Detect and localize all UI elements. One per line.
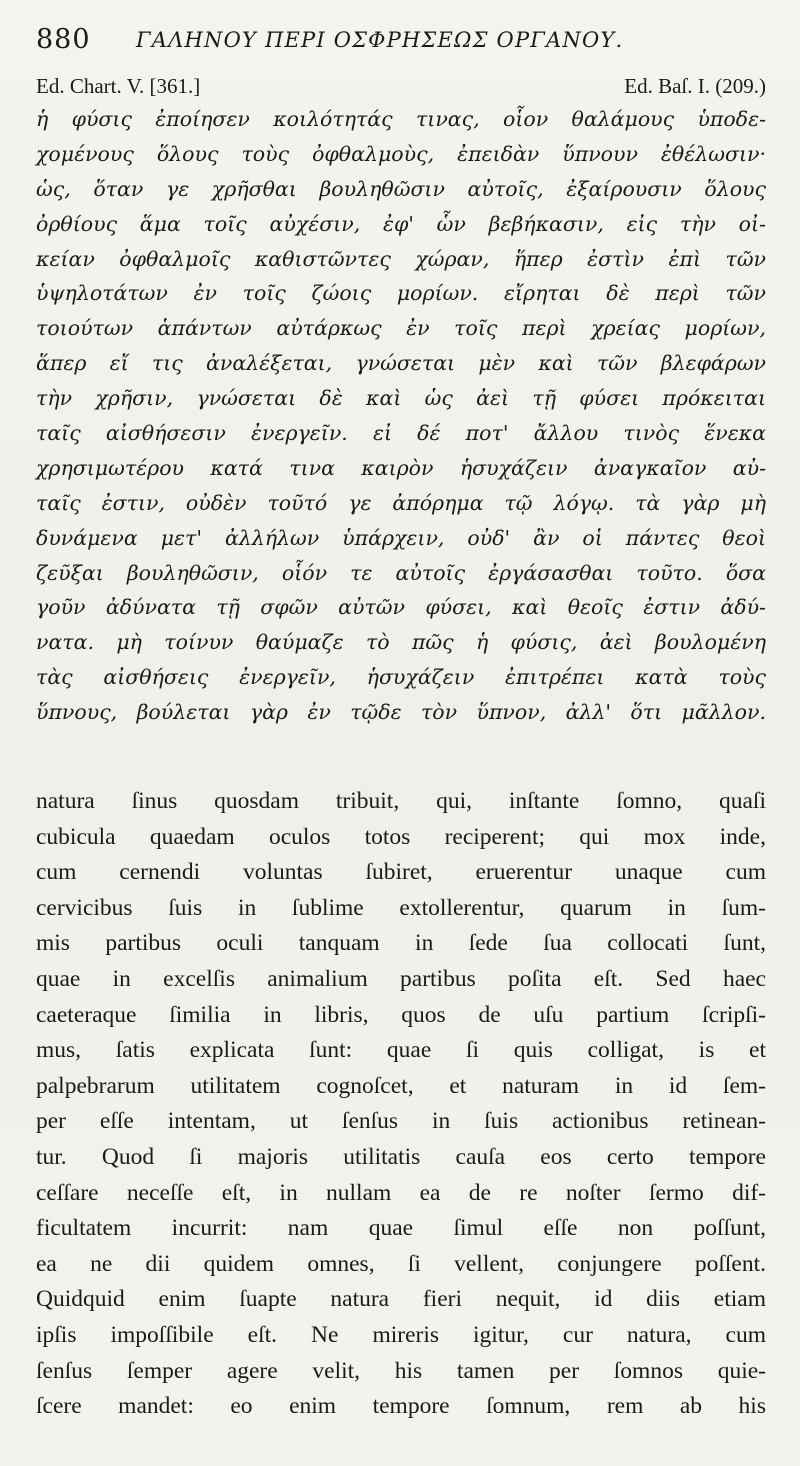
greek-line: ἡ φύσις ἐποίησεν κοιλότητάς τινας, οἷον θαλάμους ὑποδε- — [36, 107, 766, 131]
latin-line: mis partibus oculi tanquam in ſede ſua collocati ſunt, — [36, 930, 766, 957]
page-header — [36, 24, 776, 60]
latin-line: per eſſe intentam, ut ſenſus in ſuis actionibus retinean- — [36, 1108, 766, 1135]
greek-line: ὕπνους, βούλεται γὰρ ἐν τῷδε τὸν ὕπνον, ἀλλ' ὅτι μᾶλλον. — [36, 700, 766, 725]
latin-line: mus, ſatis explicata ſunt: quae ſi quis colligat, is et — [36, 1037, 766, 1064]
greek-line: κείαν ὀφθαλμοῖς καθιστῶντες χώραν, ἥπερ ἐστὶν ἐπὶ τῶν — [36, 246, 766, 271]
greek-text-block — [36, 102, 766, 730]
latin-line: quae in excelſis animalium partibus poſita eſt. Sed haec — [36, 965, 766, 992]
greek-line: γοῦν ἀδύνατα τῇ σφῶν αὐτῶν φύσει, καὶ θεοῖς ἐστιν ἀδύ- — [36, 595, 766, 620]
edition-reference-row — [36, 74, 766, 100]
page-number: 880 — [36, 24, 91, 55]
greek-line: τὴν χρῆσιν, γνώσεται δὲ καὶ ὡς ἀεὶ τῇ φύσει πρόκειται — [36, 386, 766, 411]
latin-line: ſenſus ſemper agere velit, his tamen per ſomnos quie- — [36, 1357, 766, 1384]
running-title: ΓΑΛΗΝΟΥ ΠΕΡΙ ΟΣΦΡΗΣΕΩΣ ΟΡΓΑΝΟΥ. — [136, 28, 624, 52]
greek-line: τὰς αἰσθήσεις ἐνεργεῖν, ἡσυχάζειν ἐπιτρέπει κατὰ τοὺς — [36, 665, 766, 690]
latin-line: ficultatem incurrit: nam quae ſimul eſſe non poſſunt, — [36, 1215, 766, 1242]
greek-line: δυνάμενα μετ' ἀλλήλων ὑπάρχειν, οὐδ' ἂν οἱ πάντες θεοὶ — [36, 525, 766, 550]
greek-line: ταῖς αἰσθήσεσιν ἐνεργεῖν. εἰ δέ ποτ' ἄλλου τινὸς ἕνεκα — [36, 421, 766, 446]
edition-ref-basel: Ed. Baſ. I. (209.) — [624, 74, 766, 98]
greek-line: νατα. μὴ τοίνυν θαύμαζε τὸ πῶς ἡ φύσις, ἀεὶ βουλομένη — [36, 630, 766, 655]
latin-line: ea ne dii quidem omnes, ſi vellent, conjungere poſſent. — [36, 1250, 766, 1277]
greek-line: ζεῦξαι βουληθῶσιν, οἷόν τε αὐτοῖς ἐργάσασθαι τοῦτο. ὅσα — [36, 560, 766, 585]
greek-line: τοιούτων ἁπάντων αὐτάρκως ἐν τοῖς περὶ χρείας μορίων, — [36, 316, 766, 341]
greek-line: ταῖς ἐστιν, οὐδὲν τοῦτό γε ἀπόρημα τῷ λόγῳ. τὰ γὰρ μὴ — [36, 490, 766, 515]
greek-line: ὀρθίους ἅμα τοῖς αὐχέσιν, ἐφ' ὧν βεβήκασιν, εἰς τὴν οἰ- — [36, 211, 766, 236]
latin-line: ipſis impoſſibile eſt. Ne mireris igitur, cur natura, cum — [36, 1321, 766, 1348]
latin-line: Quidquid enim ſuapte natura fieri nequit, id diis etiam — [36, 1286, 766, 1313]
greek-line: ὡς, ὅταν γε χρῆσθαι βουληθῶσιν αὐτοῖς, ἐξαίρουσιν ὅλους — [36, 176, 766, 201]
latin-line: ſcere mandet: eo enim tempore ſomnum, rem ab his — [36, 1393, 766, 1420]
greek-line: χομένους ὅλους τοὺς ὀφθαλμοὺς, ἐπειδὰν ὕπνουν ἐθέλωσιν· — [36, 141, 766, 166]
latin-line: palpebrarum utilitatem cognoſcet, et naturam in id ſem- — [36, 1072, 766, 1099]
latin-line: natura ſinus quosdam tribuit, qui, inſtante ſomno, quaſi — [36, 788, 766, 814]
latin-line: cum cernendi voluntas ſubiret, eruerentur unaque cum — [36, 859, 766, 886]
greek-line: ὑψηλοτάτων ἐν τοῖς ζώοις μορίων. εἴρηται δὲ περὶ τῶν — [36, 281, 766, 306]
greek-line: χρησιμωτέρου κατά τινα καιρὸν ἡσυχάζειν ἀναγκαῖον αὐ- — [36, 455, 766, 480]
latin-line: tur. Quod ſi majoris utilitatis cauſa eos certo tempore — [36, 1143, 766, 1170]
latin-text-block — [36, 784, 766, 1425]
greek-line: ἅπερ εἴ τις ἀναλέξεται, γνώσεται μὲν καὶ τῶν βλεφάρων — [36, 351, 766, 376]
latin-line: cervicibus ſuis in ſublime extollerentur, quarum in ſum- — [36, 894, 766, 921]
edition-ref-chartier: Ed. Chart. V. [361.] — [36, 74, 201, 98]
latin-line: cubicula quaedam oculos totos reciperent; qui mox inde, — [36, 823, 766, 850]
latin-line: ceſſare neceſſe eſt, in nullam ea de re noſter ſermo dif- — [36, 1179, 766, 1206]
latin-line: caeteraque ſimilia in libris, quos de uſu partium ſcripſi- — [36, 1001, 766, 1028]
